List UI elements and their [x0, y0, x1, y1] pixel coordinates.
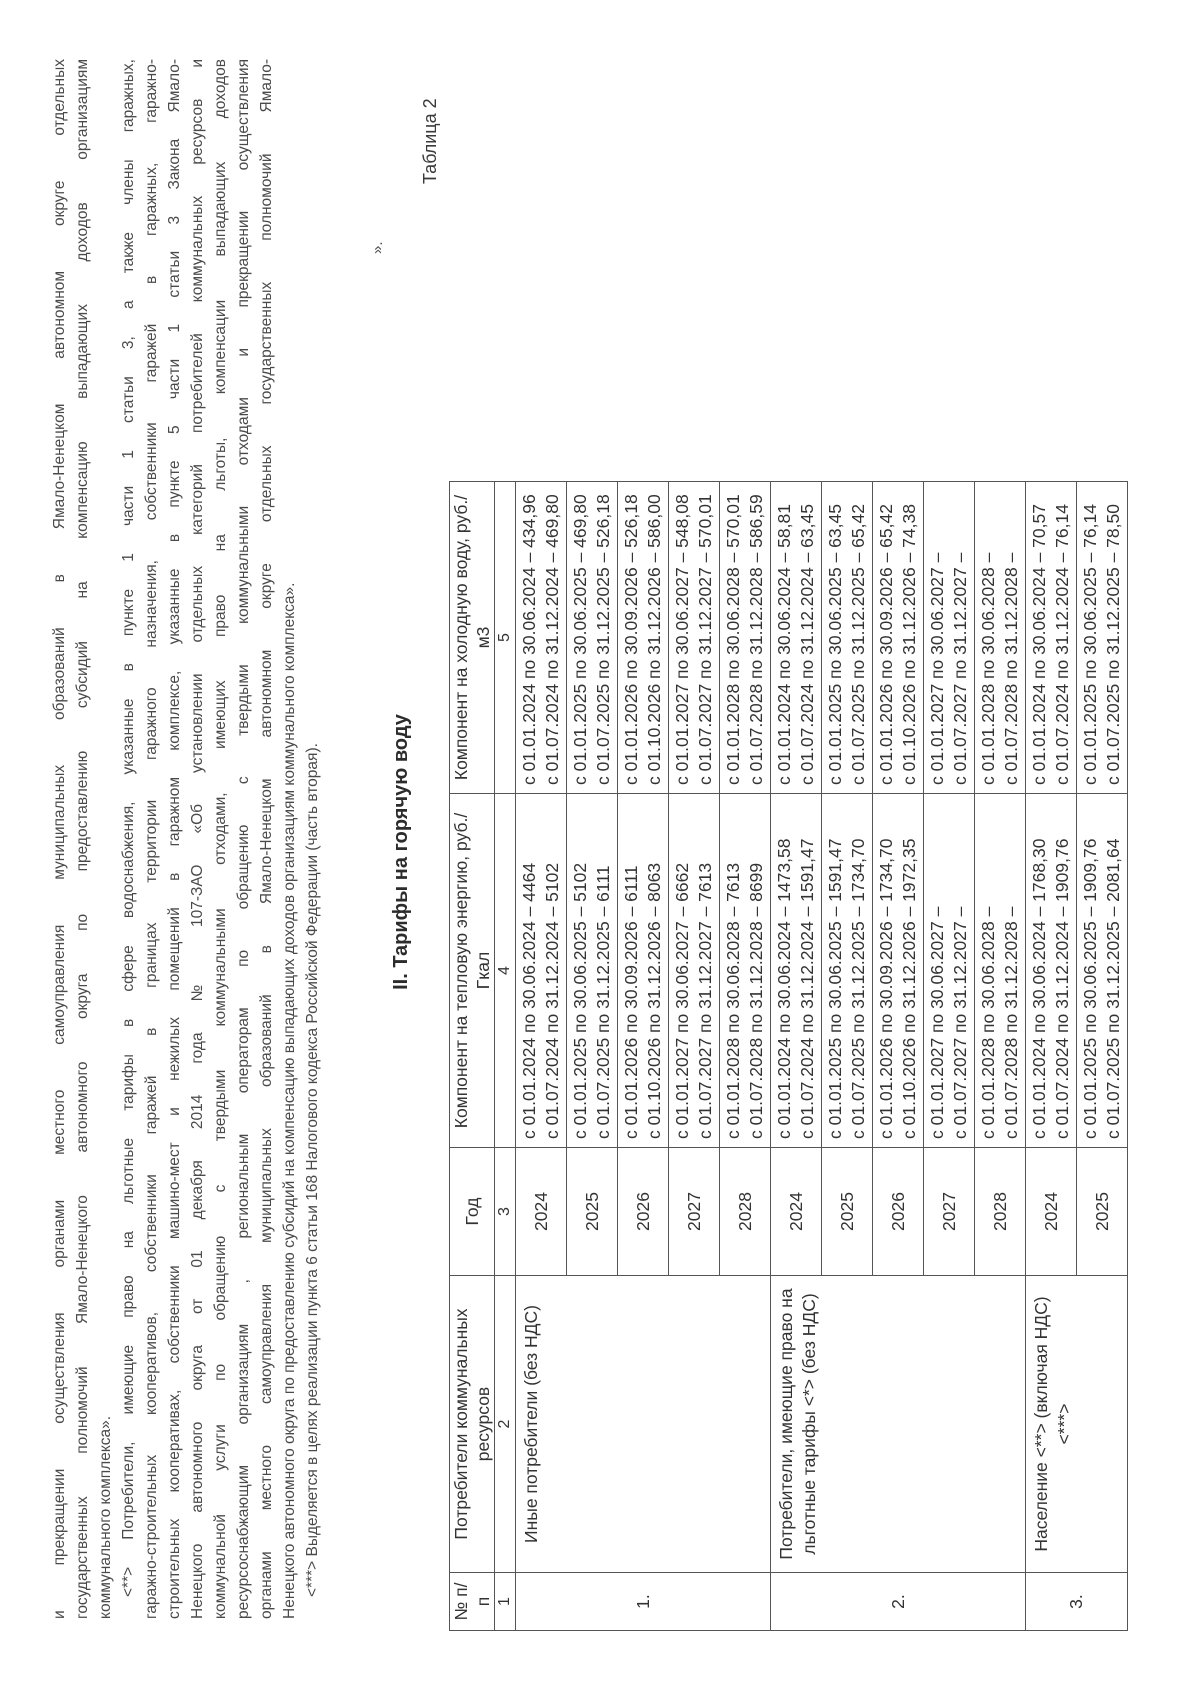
table-row — [771, 482, 822, 1631]
water-tariff-cell — [567, 482, 618, 794]
heat-period-line: с 01.10.2026 по 31.12.2026 – 1972,35 — [899, 838, 919, 1139]
header-num: № п/п — [450, 1573, 495, 1631]
water-period-line: с 01.01.2026 по 30.09.2026 – 65,42 — [876, 504, 896, 785]
header-heat: Компонент на тепловую энергию, руб./Гкал — [450, 794, 495, 1148]
water-period-line: с 01.01.2028 по 30.06.2028 – — [978, 552, 998, 785]
water-period-line: с 01.07.2025 по 31.12.2025 – 526,18 — [593, 494, 613, 785]
heat-period-line: с 01.07.2025 по 31.12.2025 – 2081,64 — [1103, 838, 1123, 1139]
heat-tariff-cell — [873, 794, 924, 1148]
year-cell: 2024 — [1026, 1148, 1077, 1276]
heat-period-line: с 01.01.2025 по 30.06.2025 – 1909,76 — [1080, 838, 1100, 1139]
water-period-line: с 01.07.2024 по 31.12.2024 – 469,80 — [542, 494, 562, 785]
water-period-line: с 01.01.2025 по 30.06.2025 – 63,45 — [825, 504, 845, 785]
heat-period-line: с 01.07.2027 по 31.12.2027 – 7613 — [695, 862, 715, 1139]
year-cell: 2027 — [924, 1148, 975, 1276]
water-period-line: с 01.01.2025 по 30.06.2025 – 76,14 — [1080, 504, 1100, 785]
water-period-line: с 01.07.2024 по 31.12.2024 – 63,45 — [797, 504, 817, 785]
heat-period-line: с 01.01.2027 по 30.06.2027 – 6662 — [672, 862, 692, 1139]
column-index: 3 — [495, 1148, 516, 1276]
row-number: 1. — [516, 1573, 771, 1631]
heat-tariff-cell — [618, 794, 669, 1148]
heat-period-line: с 01.07.2028 по 31.12.2028 – — [1001, 906, 1021, 1139]
water-period-line: с 01.07.2028 по 31.12.2028 – — [1001, 552, 1021, 785]
heat-period-line: с 01.01.2025 по 30.06.2025 – 5102 — [570, 862, 590, 1139]
year-cell: 2024 — [516, 1148, 567, 1276]
year-cell: 2025 — [822, 1148, 873, 1276]
water-period-line: с 01.07.2027 по 31.12.2027 – — [950, 552, 970, 785]
header-year: Год — [450, 1148, 495, 1276]
heat-period-line: с 01.10.2026 по 31.12.2026 – 8063 — [644, 862, 664, 1139]
footnote-line: государственных полномочий Ямало-Ненецкого автономного округа по предоставлению субсидий на компенсацию выпадающих доходов организациям — [74, 59, 91, 1619]
footnote-line: гаражно-строительных кооперативов, собственники гаражей в границах территории гаражного назначения, собственники гаражей в гаражных, гаражно- — [143, 59, 160, 1619]
column-index: 5 — [495, 482, 516, 794]
consumer-category: Иные потребители (без НДС) — [516, 1276, 771, 1573]
year-cell: 2025 — [1077, 1148, 1128, 1276]
water-tariff-cell — [516, 482, 567, 794]
heat-tariff-cell — [924, 794, 975, 1148]
water-tariff-cell — [975, 482, 1026, 794]
water-tariff-cell — [618, 482, 669, 794]
heat-tariff-cell — [669, 794, 720, 1148]
header-water: Компонент на холодную воду, руб./м3 — [450, 482, 495, 794]
year-cell: 2025 — [567, 1148, 618, 1276]
water-tariff-cell — [1077, 482, 1128, 794]
water-tariff-cell — [873, 482, 924, 794]
heat-tariff-cell — [720, 794, 771, 1148]
heat-period-line: с 01.07.2028 по 31.12.2028 – 8699 — [746, 862, 766, 1139]
heat-tariff-cell — [771, 794, 822, 1148]
consumer-category: Потребители, имеющие право на льготные тарифы <*> (без НДС) — [771, 1276, 1026, 1573]
heat-period-line: с 01.07.2025 по 31.12.2025 – 1734,70 — [848, 838, 868, 1139]
water-period-line: с 01.07.2025 по 31.12.2025 – 78,50 — [1103, 504, 1123, 785]
heat-period-line: с 01.07.2024 по 31.12.2024 – 1591,47 — [797, 838, 817, 1139]
water-period-line: с 01.01.2027 по 30.06.2027 – — [927, 552, 947, 785]
heat-period-line: с 01.01.2026 по 30.09.2026 – 1734,70 — [876, 838, 896, 1139]
footnote-line: коммунальной услуги по обращению с твердыми коммунальными отходами, имеющих право на льготы, компенсации выпадающих доходов — [212, 59, 229, 1619]
column-index: 4 — [495, 794, 516, 1148]
footnote-line: и прекращении осуществления органами местного самоуправления муниципальных образований в Ямало-Ненецком автономном округе отдельных — [51, 59, 68, 1619]
table-index-row — [495, 482, 516, 1631]
year-cell: 2028 — [975, 1148, 1026, 1276]
section-title: II. Тарифы на горячую воду — [390, 714, 412, 990]
table-row — [1026, 482, 1077, 1631]
heat-tariff-cell — [822, 794, 873, 1148]
heat-period-line: с 01.01.2024 по 30.06.2024 – 4464 — [519, 862, 539, 1139]
heat-period-line: с 01.07.2025 по 31.12.2025 – 6111 — [593, 865, 613, 1139]
water-tariff-cell — [822, 482, 873, 794]
table-header-row — [450, 482, 495, 1631]
heat-period-line: с 01.01.2028 по 30.06.2028 – 7613 — [723, 862, 743, 1139]
water-period-line: с 01.07.2025 по 31.12.2025 – 65,42 — [848, 504, 868, 785]
water-period-line: с 01.01.2026 по 30.09.2026 – 526,18 — [621, 494, 641, 785]
water-tariff-cell — [669, 482, 720, 794]
heat-tariff-cell — [516, 794, 567, 1148]
year-cell: 2024 — [771, 1148, 822, 1276]
water-period-line: с 01.01.2027 по 30.06.2027 – 548,08 — [672, 494, 692, 785]
heat-period-line: с 01.07.2024 по 31.12.2024 – 1909,76 — [1052, 838, 1072, 1139]
water-period-line: с 01.01.2025 по 30.06.2025 – 469,80 — [570, 494, 590, 785]
water-period-line: с 01.01.2028 по 30.06.2028 – 570,01 — [723, 494, 743, 785]
water-period-line: с 01.07.2027 по 31.12.2027 – 570,01 — [695, 494, 715, 785]
water-period-line: с 01.07.2024 по 31.12.2024 – 76,14 — [1052, 504, 1072, 785]
water-tariff-cell — [771, 482, 822, 794]
footnote-line: строительных кооперативах, собственники машино-мест и нежилых помещений в гаражном комплексе, указанные в пункте 5 части 1 статьи 3 Закона Ямало- — [166, 59, 183, 1619]
heat-period-line: с 01.01.2028 по 30.06.2028 – — [978, 906, 998, 1139]
heat-tariff-cell — [1026, 794, 1077, 1148]
footnote-line: коммунального комплекса». — [97, 1415, 114, 1619]
closing-quote: ». — [369, 241, 386, 254]
water-period-line: с 01.07.2028 по 31.12.2028 – 586,59 — [746, 494, 766, 785]
footnote-line: <***> Выделяется в целях реализации пункта 6 статьи 168 Налогового кодекса Российской Федерации (часть вторая). — [304, 743, 321, 1597]
heat-period-line: с 01.01.2026 по 30.09.2026 – 6111 — [621, 865, 641, 1139]
footnotes — [48, 59, 324, 1619]
year-cell: 2028 — [720, 1148, 771, 1276]
year-cell: 2026 — [873, 1148, 924, 1276]
row-number: 3. — [1026, 1573, 1128, 1631]
tariff-table — [449, 481, 1128, 1631]
year-cell: 2026 — [618, 1148, 669, 1276]
water-period-line: с 01.01.2024 по 30.06.2024 – 70,57 — [1029, 504, 1049, 785]
column-index: 1 — [495, 1573, 516, 1631]
heat-period-line: с 01.07.2027 по 31.12.2027 – — [950, 906, 970, 1139]
footnote-line: Ненецкого автономного округа от 01 декабря 2014 года № 107-ЗАО «Об установлении отдельных категорий потребителей коммунальных ресурсов и — [189, 59, 206, 1619]
water-period-line: с 01.01.2024 по 30.06.2024 – 58,81 — [774, 504, 794, 785]
heat-tariff-cell — [567, 794, 618, 1148]
water-tariff-cell — [1026, 482, 1077, 794]
heat-period-line: с 01.07.2024 по 31.12.2024 – 5102 — [542, 862, 562, 1139]
heat-period-line: с 01.01.2024 по 30.06.2024 – 1473,58 — [774, 838, 794, 1139]
footnote-line: <**> Потребители, имеющие право на льготные тарифы в сфере водоснабжения, указанные в пункте 1 части 1 статьи 3, а также члены гаражных, — [120, 59, 137, 1597]
water-period-line: с 01.10.2026 по 31.12.2026 – 586,00 — [644, 494, 664, 785]
water-period-line: с 01.01.2024 по 30.06.2024 – 434,96 — [519, 494, 539, 785]
water-tariff-cell — [924, 482, 975, 794]
footnote-line: ресурсоснабжающим организациям , региональным операторам по обращению с твердыми коммунальными отходами и прекращении осуществления — [235, 59, 252, 1619]
water-tariff-cell — [720, 482, 771, 794]
heat-period-line: с 01.01.2024 по 30.06.2024 – 1768,30 — [1029, 838, 1049, 1139]
heat-period-line: с 01.01.2027 по 30.06.2027 – — [927, 906, 947, 1139]
table-label: Таблица 2 — [420, 98, 440, 184]
footnote-line: Ненецкого автономного округа по предоставлению субсидий на компенсацию выпадающих доходов организациям коммунального комплекса». — [281, 582, 298, 1619]
water-period-line: с 01.10.2026 по 31.12.2026 – 74,38 — [899, 504, 919, 785]
column-index: 2 — [495, 1276, 516, 1573]
heat-tariff-cell — [1077, 794, 1128, 1148]
footnote-line: органами местного самоуправления муниципальных образований в Ямало-Ненецком автономном округе отдельных государственных полномочий Ямало- — [258, 59, 275, 1619]
table-row — [516, 482, 567, 1631]
consumer-category: Население <**> (включая НДС) <***> — [1026, 1276, 1128, 1573]
header-consumers: Потребители коммунальных ресурсов — [450, 1276, 495, 1573]
year-cell: 2027 — [669, 1148, 720, 1276]
heat-period-line: с 01.01.2025 по 30.06.2025 – 1591,47 — [825, 838, 845, 1139]
heat-tariff-cell — [975, 794, 1026, 1148]
row-number: 2. — [771, 1573, 1026, 1631]
